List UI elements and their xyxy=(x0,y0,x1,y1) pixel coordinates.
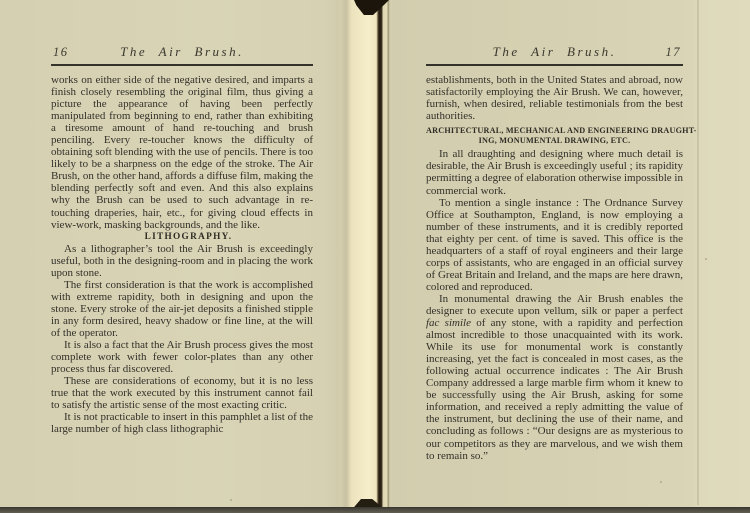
running-title-left: The Air Brush. xyxy=(120,44,244,59)
header-rule-right xyxy=(426,64,683,66)
section-heading-architectural xyxy=(426,126,697,145)
dust-speck xyxy=(705,258,707,260)
paragraph: works on either side of the negative desired, and imparts a finish closely resembling the original film, thus giving a picture the appearance of having been perfectly manipulated from beginning to end, rather than exhibiting a tiresome amount of hand re-touching and brush penciling. Every re-toucher knows the difficulty of obtaining soft blending with the use of pencils. There is too likely to be a sharpness on the edge of the stroke. The Air Brush, on the other hand, affords a diffuse film, making the blending perfectly soft and even. And this also explains why the Brush can be used to such advantage in re-touching draperies, hair, etc., for giving cloud effects in view-work, masking backgrounds, and the like. xyxy=(51,74,313,231)
page-body-right xyxy=(426,74,697,462)
paragraph: As a lithographer’s tool the Air Brush is exceedingly useful, both in the designing-room and in placing the work upon stone. xyxy=(51,242,313,279)
page-number-left: 16 xyxy=(53,45,69,59)
dust-speck xyxy=(660,481,662,483)
section-heading-lithography: LITHOGRAPHY. xyxy=(144,231,233,242)
paragraph-text: In monumental drawing the Air Brush enables the designer to execute upon vellum, silk or paper a perfect xyxy=(426,292,683,317)
paragraph: To mention a single instance : The Ordnance Survey Office at Southampton, England, is now employing a number of these instruments, and it is credibly reported that eighty per cent. of time is saved. This office is the headquarters of a staff of royal engineers and their large corps of assistants, who are engaged in an official survey of Great Britain and Ireland, and the maps are here drawn, colored and reproduced. xyxy=(426,196,683,293)
page-edge-line xyxy=(697,0,699,505)
page-header-right xyxy=(426,44,683,61)
paragraph xyxy=(426,293,683,462)
scan-background-bottom xyxy=(0,507,750,513)
paragraph: In all draughting and designing where much detail is desirable, the Air Brush is exceedingly useful ; its rapidity permitting a degree of elaboration otherwise impossible in commercial work. xyxy=(426,148,683,197)
page-right-content xyxy=(426,44,697,462)
book-gutter xyxy=(340,0,392,508)
running-title-right: The Air Brush. xyxy=(492,44,617,59)
paragraph-text: of any stone, with a rapidity and perfection almost incredible to those unacquainted with its work. While its use for monumental work is constantly increasing, yet the fact is concealed in most cases, as the following actual occurrence indicates : The Air Brush Company addressed a large marble firm whom it knew to be successfully using the Air Brush, asking for some information, and received a reply admitting the value of the instrument, but declining the use of their name, and concluding as follows : “Our designs are as mysterious to our competitors as they are marvelous, and we wish them to remain so.” xyxy=(426,317,683,462)
paragraph: It is also a fact that the Air Brush process gives the most complete work with fewer color-plates than any other process thus far discovered. xyxy=(51,339,313,376)
dust-speck xyxy=(230,499,232,501)
header-rule-left xyxy=(51,64,313,66)
paragraph: establishments, both in the United States and abroad, now satisfactorily employing the Air Brush. We can, however, furnish, when desired, reliable testimonials from the best authorities. xyxy=(426,74,683,123)
paragraph: These are considerations of economy, but it is no less true that the work executed by this instrument cannot fail to satisfy the artistic sense of the most exacting critic. xyxy=(51,375,313,412)
paragraph: It is not practicable to insert in this pamphlet a list of the large number of high class lithographic xyxy=(51,411,313,436)
italic-phrase-fac-simile: fac simile xyxy=(426,317,471,330)
page-left-content xyxy=(51,44,313,435)
section-heading-line-1: ARCHITECTURAL, MECHANICAL AND ENGINEERING DRAUGHT- xyxy=(426,126,697,136)
page-header-left xyxy=(51,44,313,61)
section-heading-line-2: ING, MONUMENTAL DRAWING, ETC. xyxy=(478,135,631,145)
page-body-left xyxy=(51,74,313,435)
page-number-right: 17 xyxy=(665,45,681,59)
paragraph: The first consideration is that the work is accomplished with extreme rapidity, both in designing and upon the stone. Every stroke of the air-jet deposits a finished stipple in any form desired, heavy shadow or fine line, at the will of the operator. xyxy=(51,278,313,339)
